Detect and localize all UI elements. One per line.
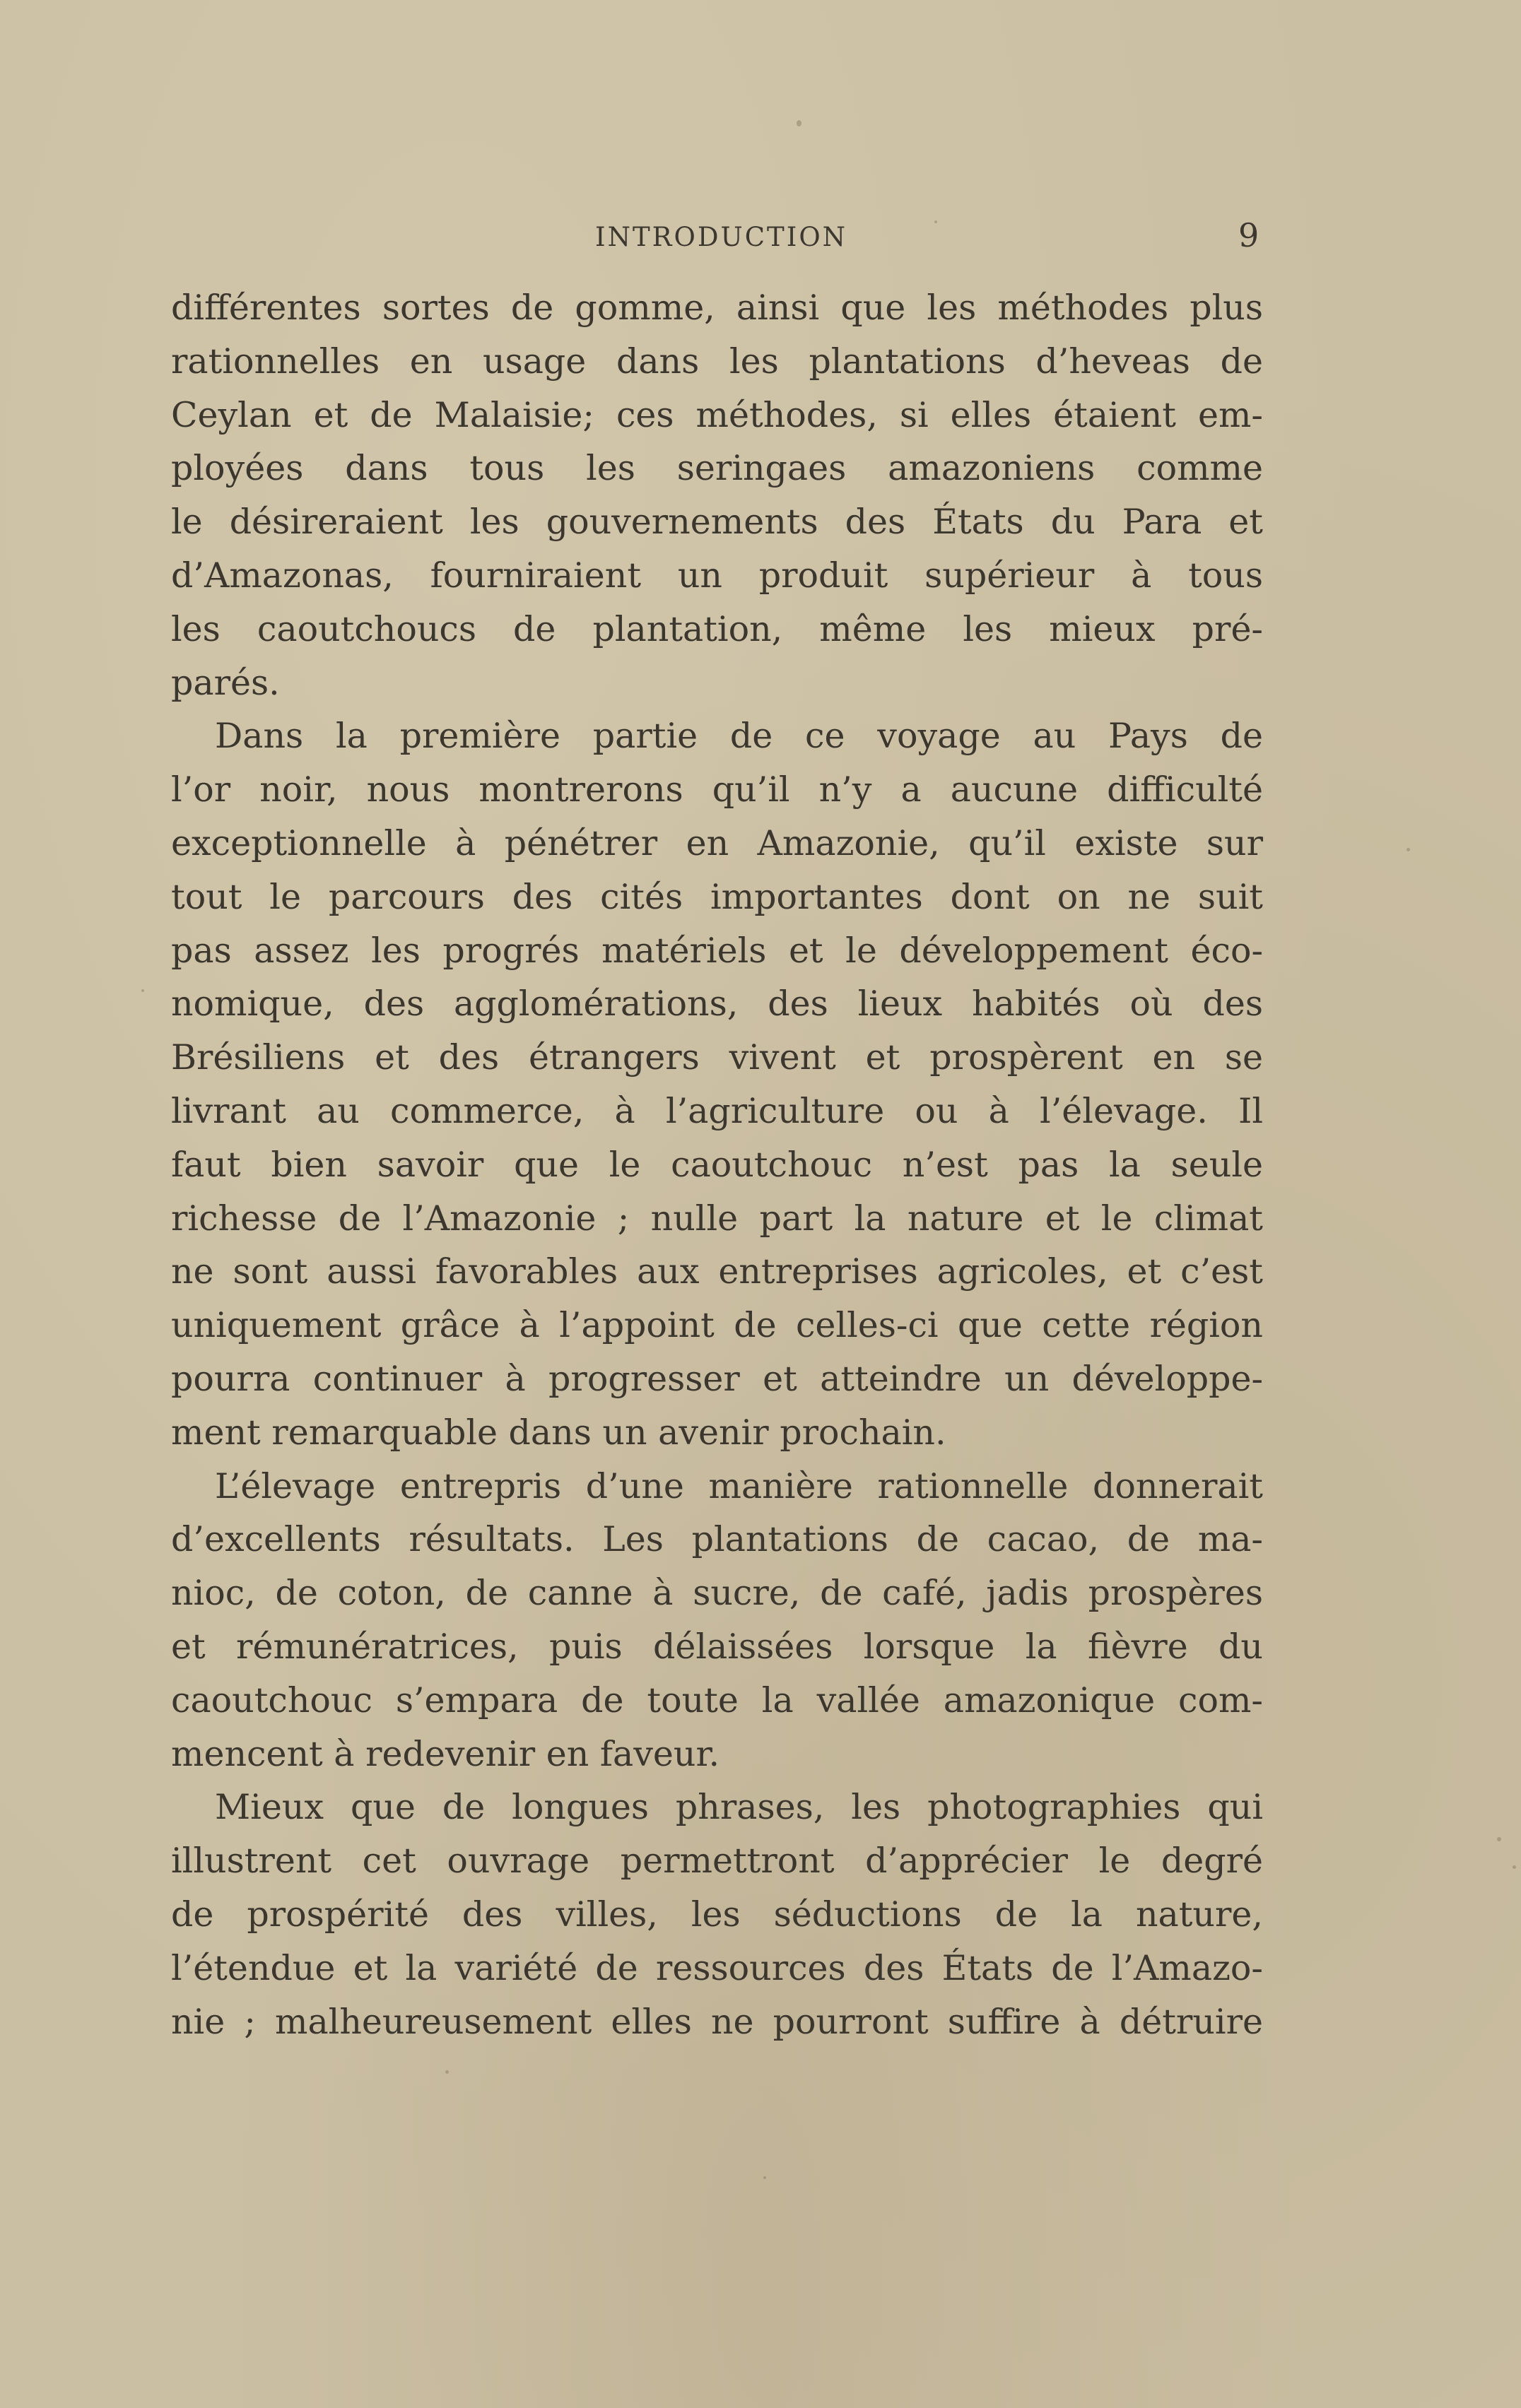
text-line: parés. — [171, 662, 280, 703]
text-line: richesse de l’Amazonie ; nulle part la nature et le climat — [171, 1198, 1263, 1239]
text-line: caoutchouc s’empara de toute la vallée amazonique com- — [171, 1680, 1263, 1721]
page-number: 9 — [1238, 216, 1259, 254]
text-line: exceptionnelle à pénétrer en Amazonie, qu’il existe sur — [171, 822, 1263, 863]
text-line: faut bien savoir que le caoutchouc n’est pas la seule — [171, 1144, 1263, 1185]
running-head: INTRODUCTION — [595, 222, 848, 252]
text-line: l’étendue et la variété de ressources des États de l’Amazo- — [171, 1947, 1263, 1988]
text-line: nie ; malheureusement elles ne pourront suffire à détruire — [171, 2001, 1263, 2042]
text-line: de prospérité des villes, les séductions de la nature, — [171, 1894, 1263, 1935]
text-line: l’or noir, nous montrerons qu’il n’y a aucune difficulté — [171, 769, 1263, 810]
body-text — [171, 281, 1263, 2048]
text-line: et rémunératrices, puis délaissées lorsque la fièvre du — [171, 1626, 1263, 1667]
paper-speck — [1513, 1865, 1516, 1869]
paragraph-first-line: Dans la première partie de ce voyage au Pays de — [215, 716, 1263, 757]
paragraph-first-line: L’élevage entrepris d’une manière rationnelle donnerait — [215, 1465, 1263, 1506]
text-line: nomique, des agglomérations, des lieux habités où des — [171, 984, 1263, 1025]
page-header — [0, 216, 1521, 261]
paper-speck — [1407, 848, 1410, 851]
paper-speck — [763, 2176, 766, 2179]
text-line: mencent à redevenir en faveur. — [171, 1733, 720, 1774]
text-line: tout le parcours des cités importantes dont on ne suit — [171, 876, 1263, 917]
text-line: ment remarquable dans un avenir prochain. — [171, 1412, 946, 1453]
text-line: nioc, de coton, de canne à sucre, de café, jadis prospères — [171, 1573, 1263, 1614]
text-line: différentes sortes de gomme, ainsi que les méthodes plus — [171, 288, 1263, 328]
text-line: rationnelles en usage dans les plantations d’heveas de — [171, 341, 1263, 382]
text-line: uniquement grâce à l’appoint de celles-ci que cette région — [171, 1305, 1263, 1346]
paragraph-first-line: Mieux que de longues phrases, les photographies qui — [215, 1787, 1263, 1828]
text-line: d’Amazonas, fourniraient un produit supérieur à tous — [171, 555, 1263, 596]
text-line: le désireraient les gouvernements des États du Para et — [171, 502, 1263, 543]
text-line: ployées dans tous les seringaes amazoniens comme — [171, 448, 1263, 489]
text-line: pas assez les progrés matériels et le développement éco- — [171, 930, 1263, 971]
paper-speck — [141, 989, 144, 992]
text-line: illustrent cet ouvrage permettront d’apprécier le degré — [171, 1841, 1263, 1882]
text-line: Ceylan et de Malaisie; ces méthodes, si elles étaient em- — [171, 394, 1263, 435]
paper-speck — [797, 120, 801, 126]
text-line: Brésiliens et des étrangers vivent et prospèrent en se — [171, 1037, 1263, 1078]
text-line: les caoutchoucs de plantation, même les mieux pré- — [171, 608, 1263, 649]
text-line: pourra continuer à progresser et atteindre un développe- — [171, 1358, 1263, 1399]
paper-speck — [1497, 1837, 1501, 1841]
text-line: livrant au commerce, à l’agriculture ou à l’élevage. Il — [171, 1090, 1263, 1131]
text-line: ne sont aussi favorables aux entreprises agricoles, et c’est — [171, 1251, 1263, 1292]
paper-speck — [445, 2070, 449, 2074]
text-line: d’excellents résultats. Les plantations de cacao, de ma- — [171, 1519, 1263, 1560]
